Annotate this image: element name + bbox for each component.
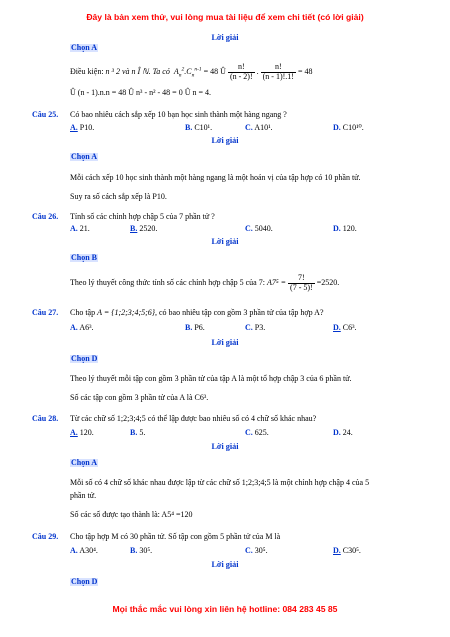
- answer-choice: Chọn A: [71, 43, 98, 52]
- option-d: D. C30⁵.: [333, 546, 361, 555]
- answer-choice: Chọn D: [71, 577, 98, 586]
- solution-heading: Lời giải: [211, 338, 239, 347]
- option-c: C. P3.: [245, 323, 266, 332]
- answer-choice: Chọn B: [71, 253, 98, 262]
- option-a: A. 21.: [70, 224, 90, 233]
- answer-choice: Chọn D: [71, 354, 98, 363]
- option-b: B. 30⁵.: [130, 546, 153, 555]
- question-text: Từ các chữ số 1;2;3;4;5 có thể lập được bao nhiêu số có 4 chữ số khác nhau?: [70, 414, 317, 423]
- option-d: D. 120.: [333, 224, 357, 233]
- question-number: Câu 29.: [32, 532, 59, 541]
- option-a: A. 120.: [70, 428, 94, 437]
- condition-label: Điều kiện:: [70, 67, 104, 77]
- fraction: $\frac{n!}{(n - 2)!}$: [229, 62, 253, 81]
- question-number: Câu 26.: [32, 212, 59, 221]
- solution-line: Mỗi số có 4 chữ số khác nhau được lập từ các chữ số 1;2;3;4;5 là một chỉnh hợp chập 4 của 5: [70, 478, 370, 487]
- option-a: A. A6³.: [70, 323, 94, 332]
- formula-eq: = 48: [297, 67, 313, 77]
- fraction: $\frac{n!}{(n - 1)!.1!}$: [262, 62, 294, 81]
- question-text: Tính số các chỉnh hợp chập 5 của 7 phần tử ?: [70, 212, 215, 221]
- solution-line: Û (n - 1).n.n = 48 Û n³ - n² - 48 = 0 Û n = 4.: [70, 88, 211, 97]
- question-number: Câu 27.: [32, 308, 59, 317]
- formula-term: $A_n^2.C_n^{n-1}$: [173, 66, 202, 79]
- solution-heading: Lời giải: [211, 237, 239, 246]
- option-b: B. 5.: [130, 428, 146, 437]
- option-c: C. 30⁵.: [245, 546, 268, 555]
- question-text: Có bao nhiêu cách sắp xếp 10 bạn học sinh thành một hàng ngang ?: [70, 110, 287, 119]
- solution-line: Điều kiện: n ³ 2 và n Î ℕ. Ta có $A_n^2.C_n^{n-1} = 48$ Û $\frac{n!}{(n - 2)!}$ . $\frac{n!}{(n - 1)!.1!}$ = 48: [70, 62, 313, 81]
- question-number: Câu 28.: [32, 414, 59, 423]
- solution-heading: Lời giải: [211, 442, 239, 451]
- solution-line: Theo lý thuyết mỗi tập con gồm 3 phần tử của tập A là một tổ hợp chập 3 của 6 phần tử.: [70, 374, 352, 383]
- header-banner: Đây là bản xem thử, vui lòng mua tài liệu để xem chi tiết (có lời giải): [86, 12, 364, 22]
- solution-line: Số các tập con gồm 3 phần tử của A là C6³.: [70, 393, 209, 402]
- option-c: C. 625.: [245, 428, 269, 437]
- solution-heading: Lời giải: [211, 33, 239, 42]
- footer-banner: Mọi thắc mắc vui lòng xin liên hệ hotline: 084 283 45 85: [112, 604, 338, 614]
- solution-heading: Lời giải: [211, 136, 239, 145]
- option-a: A. A30⁴.: [70, 546, 98, 555]
- answer-choice: Chọn A: [71, 458, 98, 467]
- solution-line: Suy ra số cách sắp xếp là P10.: [70, 192, 167, 201]
- fraction: $\frac{7!}{(7 - 5)!}$: [290, 273, 313, 292]
- solution-line: Mỗi cách xếp 10 học sinh thành một hàng ngang là một hoán vị của tập hợp có 10 phần tử.: [70, 173, 361, 182]
- question-text: Cho tập hợp M có 30 phần tử. Số tập con gồm 5 phần tử của M là: [70, 532, 281, 541]
- option-d: D. C10¹⁰.: [333, 123, 364, 132]
- solution-heading: Lời giải: [211, 560, 239, 569]
- condition-expr: n ³ 2 và n Î ℕ. Ta có: [105, 67, 170, 77]
- option-d: D. C6³.: [333, 323, 357, 332]
- answer-choice: Chọn A: [71, 152, 98, 161]
- option-b: B. P6.: [185, 323, 205, 332]
- option-c: C. A10¹.: [245, 123, 273, 132]
- solution-line: Số các số được tạo thành là: A5⁴ =120: [70, 510, 193, 519]
- formula-eq: = 48 Û: [203, 67, 226, 77]
- question-text: Cho tập A = {1;2;3;4;5;6}, có bao nhiêu tập con gồm 3 phần tử của tập hợp A?: [70, 308, 324, 317]
- option-b: B. C10¹.: [185, 123, 213, 132]
- solution-line: phần tử.: [70, 491, 97, 500]
- option-a: A. P10.: [70, 123, 95, 132]
- option-d: D. 24.: [333, 428, 353, 437]
- option-c: C. 5040.: [245, 224, 273, 233]
- solution-line: Theo lý thuyết công thức tính số các chỉnh hợp chập 5 của 7: A7⁵ = $\frac{7!}{(7 - 5)!}$ =2520.: [70, 273, 340, 292]
- option-b: B. 2520.: [130, 224, 158, 233]
- question-number: Câu 25.: [32, 110, 59, 119]
